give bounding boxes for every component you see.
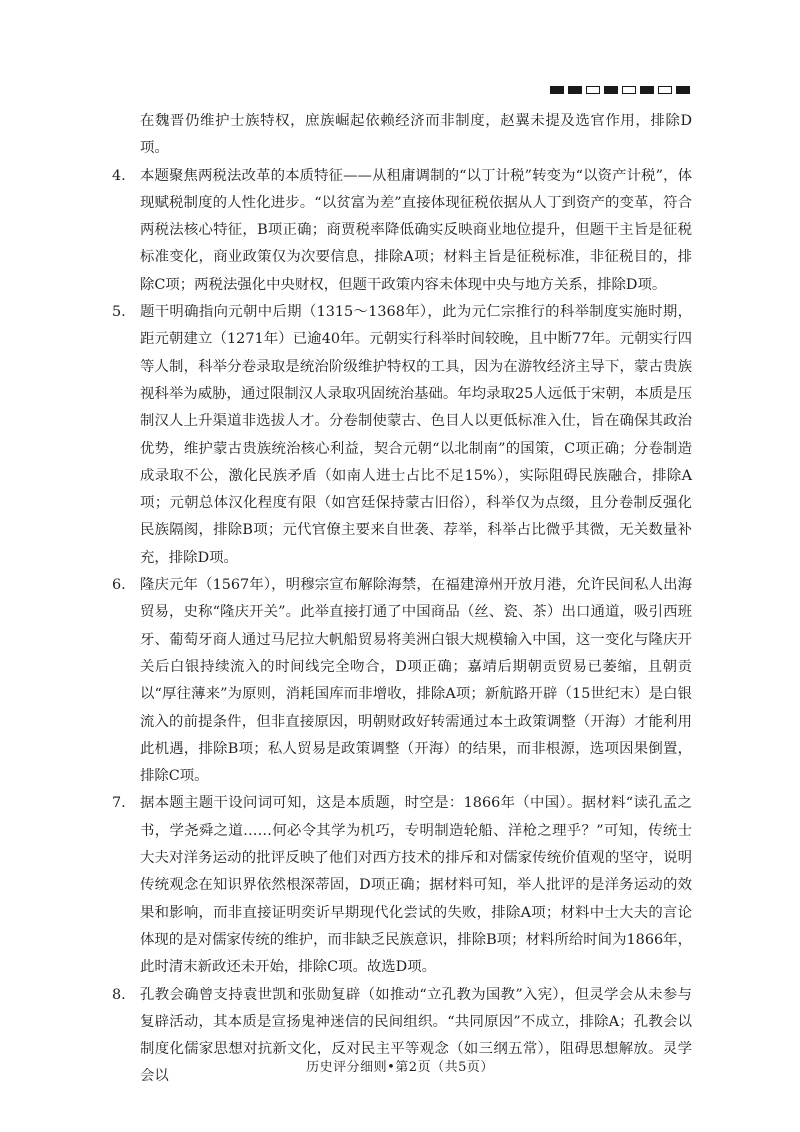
answer-content bbox=[112, 108, 692, 1091]
marker-square bbox=[676, 86, 690, 94]
item-text: 题干明确指向元朝中后期（1315～1368年），此为元仁宗推行的科举制度实施时期，距元朝建立（1271年）已逾40年。元朝实行科举时间较晚，且中断77年。元朝实行四等人制，科举分卷录取是统治阶级维护特权的工具，因为在游牧经济主导下，蒙古贵族视科举为威胁，通过限制汉人录取巩固统治基础。年均录取25人远低于宋朝，本质是压制汉人上升渠道非选拔人才。分卷制使蒙古、色目人以更低标准入仕，旨在确保其政治优势，维护蒙古贵族统治核心利益，契合元朝“以北制南”的国策，C项正确；分卷制造成录取不公，激化民族矛盾（如南人进士占比不足15%），实际阻碍民族融合，排除A项；元朝总体汉化程度有限（如宫廷保持蒙古旧俗），科举仅为点缀，且分卷制反强化民族隔阂，排除B项；元代官僚主要来自世袭、荐举，科举占比微乎其微，无关数量补充，排除D项。 bbox=[140, 304, 692, 566]
header-markers bbox=[550, 86, 690, 94]
continued-paragraph: 在魏晋仍维护士族特权，庶族崛起依赖经济而非制度，赵翼未提及选官作用，排除D项。 bbox=[140, 113, 692, 157]
item-number: 8. bbox=[112, 986, 126, 1003]
item-text: 据本题主题干设问词可知，这是本质题，时空是：1866年（中国）。据材料“读孔孟之书，学尧舜之道……何必令其学为机巧，专明制造轮船、洋枪之理乎？”可知，传统士大夫对洋务运动的批评反映了他们对西方技术的排斥和对儒家传统价值观的坚守，说明传统观念在知识界依然根深蒂固，D项正确；据材料可知，举人批评的是洋务运动的效果和影响，而非直接证明奕䜣早期现代化尝试的失败，排除A项；材料中士大夫的言论体现的是对儒家传统的维护，而非缺乏民族意识，排除B项；材料所给时间为1866年，此时清末新政还未开始，排除C项。故选D项。 bbox=[140, 795, 692, 976]
item-number: 6. bbox=[112, 577, 126, 594]
marker-square bbox=[622, 86, 636, 94]
answer-item-4 bbox=[112, 163, 692, 299]
item-number: 7. bbox=[112, 795, 126, 812]
page-footer: 历史评分细则•第2页（共5页） bbox=[306, 1060, 494, 1075]
item-number: 5. bbox=[112, 304, 126, 321]
item-text: 本题聚焦两税法改革的本质特征——从租庸调制的“以丁计税”转变为“以资产计税”，体现赋税制度的人性化进步。“以贫富为差”直接体现征税依据从人丁到资产的变革，符合两税法核心特征，B项正确；商贾税率降低确实反映商业地位提升，但题干主旨是征税标准变化，商业政策仅为次要信息，排除A项；材料主旨是征税标准，非征税目的，排除C项；两税法强化中央财权，但题干政策内容未体现中央与地方关系，排除D项。 bbox=[140, 167, 692, 293]
marker-square bbox=[550, 86, 564, 94]
item-text: 孔教会确曾支持袁世凯和张勋复辟（如推动“立孔教为国教”入宪），但灵学会从未参与复辟活动，其本质是宣扬鬼神迷信的民间组织。“共同原因”不成立，排除A；孔教会以制度化儒家思想对抗新文化，反对民主平等观念（如三纲五常），阻碍思想解放。灵学会以 bbox=[140, 986, 692, 1085]
answer-item-5 bbox=[112, 299, 692, 572]
item-number: 4. bbox=[112, 167, 126, 184]
marker-square bbox=[640, 86, 654, 94]
marker-square bbox=[658, 86, 672, 94]
answer-item-6 bbox=[112, 572, 692, 790]
marker-square bbox=[568, 86, 582, 94]
marker-square bbox=[604, 86, 618, 94]
answer-item-7 bbox=[112, 790, 692, 981]
marker-square bbox=[586, 86, 600, 94]
item-text: 隆庆元年（1567年），明穆宗宣布解除海禁，在福建漳州开放月港，允许民间私人出海贸易，史称“隆庆开关”。此举直接打通了中国商品（丝、瓷、茶）出口通道，吸引西班牙、葡萄牙商人通过马尼拉大帆船贸易将美洲白银大规模输入中国，这一变化与隆庆开关后白银持续流入的时间线完全吻合，D项正确；嘉靖后期朝贡贸易已萎缩，且朝贡以“厚往薄来”为原则，消耗国库而非增收，排除A项；新航路开辟（15世纪末）是白银流入的前提条件，但非直接原因，明朝财政好转需通过本土政策调整（开海）才能利用此机遇，排除B项；私人贸易是政策调整（开海）的结果，而非根源，选项因果倒置，排除C项。 bbox=[140, 577, 692, 785]
